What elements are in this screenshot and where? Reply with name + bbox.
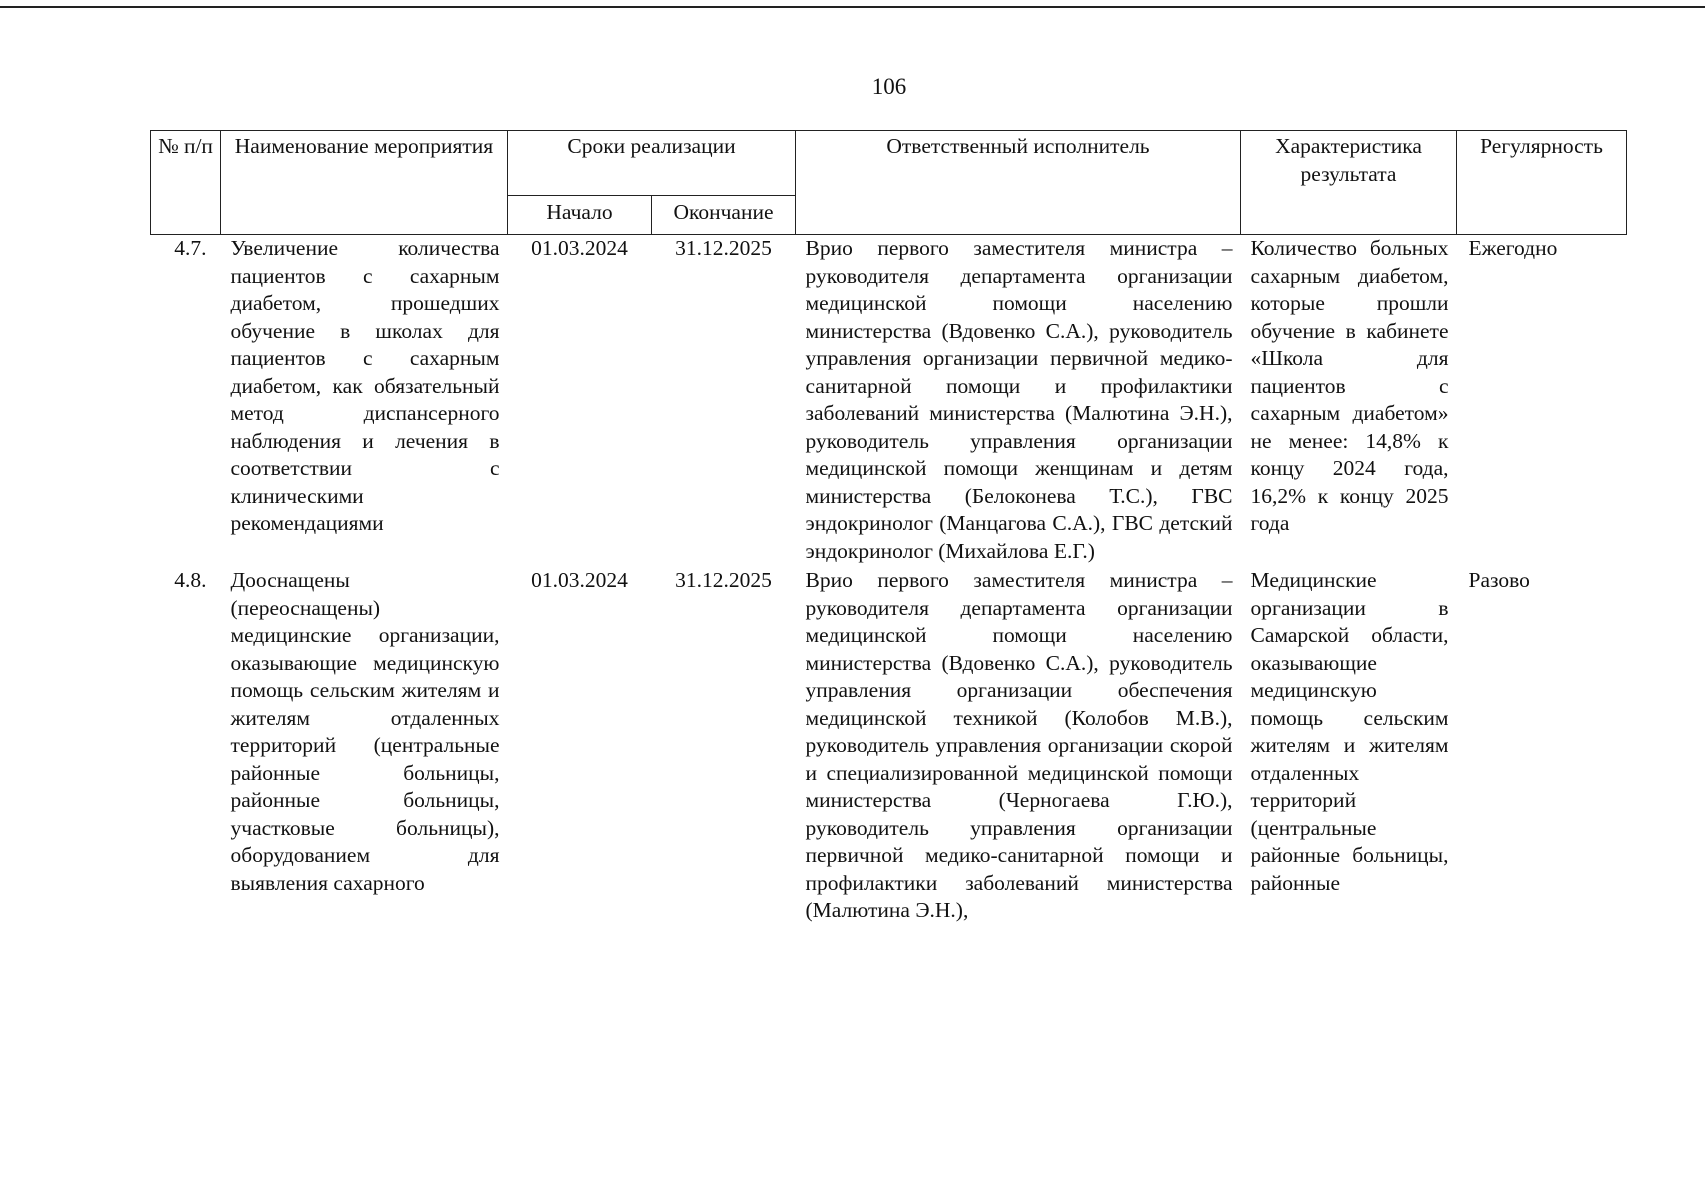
- end-date: 31.12.2025: [675, 236, 772, 260]
- start-date: 01.03.2024: [531, 236, 628, 260]
- result-characteristic: Количество больных сахарным диабетом, которые прошли обучение в кабинете «Школа для пациентов с сахарным диабетом» не менее: 14,8% к концу 2024 года, 16,2% к концу 2025 года: [1250, 236, 1449, 535]
- header-regularity: Регулярность: [1457, 131, 1627, 235]
- header-end: Окончание: [652, 196, 796, 235]
- row-number: 4.7.: [174, 236, 207, 260]
- activity-name: Увеличение количества пациентов с сахарным диабетом, прошедших обучение в школах для пациентов с сахарным диабетом, как обязательный метод диспансерного наблюдения и лечения в соответствии с клиническими рекомендациями: [230, 236, 500, 535]
- table-row: [151, 565, 1627, 925]
- header-responsible: Ответственный исполнитель: [796, 131, 1241, 235]
- start-date: 01.03.2024: [531, 568, 628, 592]
- table-header: [151, 131, 1627, 235]
- header-name: Наименование мероприятия: [221, 131, 508, 235]
- result-characteristic: Медицинские организации в Самарской области, оказывающие медицинскую помощь сельским жителям и жителям отдаленных территорий (центральные районные больницы, районные: [1250, 568, 1449, 895]
- document-table-container: [150, 130, 1626, 925]
- scan-top-edge: [0, 6, 1705, 8]
- regularity: Ежегодно: [1468, 236, 1558, 260]
- end-date: 31.12.2025: [675, 568, 772, 592]
- header-start: Начало: [508, 196, 652, 235]
- row-number: 4.8.: [174, 568, 207, 592]
- regularity: Разово: [1468, 568, 1530, 592]
- header-period: Сроки реализации: [508, 131, 796, 196]
- header-result: Характеристика результата: [1241, 131, 1457, 235]
- table-row: [151, 235, 1627, 566]
- header-num: № п/п: [151, 131, 221, 235]
- responsible-executor: Врио первого заместителя министра – руководителя департамента организации медицинской помощи населению министерства (Вдовенко С.А.), руководитель управления организации первичной медико-санитарной помощи и профилактики заболеваний министерства (Малютина Э.Н.), руководитель управления организации медицинской помощи женщинам и детям министерства (Белоконева Т.С.), ГВС эндокринолог (Манцагова С.А.), ГВС детский эндокринолог (Михайлова Е.Г.): [805, 236, 1233, 563]
- page-number: 106: [871, 74, 907, 99]
- responsible-executor: Врио первого заместителя министра – руководителя департамента организации медицинской помощи населению министерства (Вдовенко С.А.), руководитель управления организации обеспечения медицинской техникой (Колобов М.В.), руководитель управления организации скорой и специализированной медицинской помощи министерства (Черногаева Г.Ю.), руководитель управления организации первичной медико-санитарной помощи и профилактики заболеваний министерства (Малютина Э.Н.),: [805, 568, 1233, 922]
- activity-name: Дооснащены (переоснащены) медицинские организации, оказывающие медицинскую помощь сельским жителям и жителям отдаленных территорий (центральные районные больницы, районные больницы, участковые больницы), оборудованием для выявления сахарного: [230, 568, 500, 895]
- activities-table: [150, 130, 1627, 925]
